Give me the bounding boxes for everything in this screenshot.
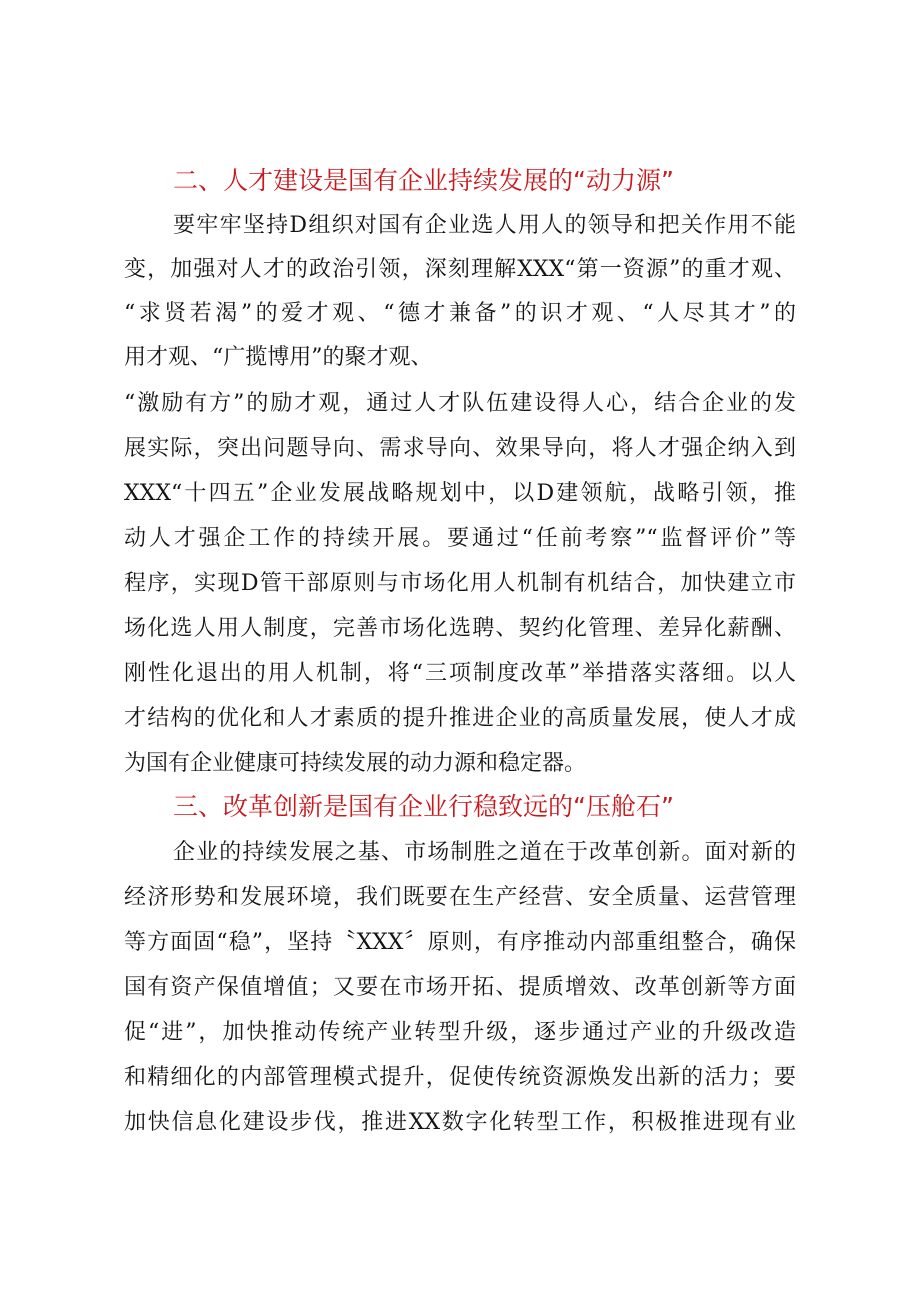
- section-heading: 二、人才建设是国有企业持续发展的“动力源”: [173, 166, 674, 195]
- paragraph-line: 企业的持续发展之基、市场制胜之道在于改革创新。面对新的: [173, 840, 796, 865]
- paragraph-line: 加快信息化建设步伐，推进XX数字化转型工作，积极推进现有业: [124, 1110, 796, 1135]
- section-heading: 三、改革创新是国有企业行稳致远的“压舱石”: [173, 792, 674, 821]
- paragraph-line: 场化选人用人制度，完善市场化选聘、契约化管理、差异化薪酬、: [124, 616, 796, 641]
- paragraph-line: 促“进”，加快推动传统产业转型升级，逐步通过产业的升级改造: [124, 1020, 796, 1045]
- paragraph-line: 才结构的优化和人才素质的提升推进企业的高质量发展，使人才成: [124, 706, 796, 731]
- paragraph-line: 刚性化退出的用人机制，将“三项制度改革”举措落实落细。以人: [124, 661, 796, 686]
- paragraph-line: “激励有方”的励才观，通过人才队伍建设得人心，结合企业的发: [124, 391, 796, 416]
- paragraph-line: 展实际，突出问题导向、需求导向、效果导向，将人才强企纳入到: [124, 436, 796, 461]
- paragraph-line: 变，加强对人才的政治引领，深刻理解XXX“第一资源”的重才观、: [124, 257, 796, 282]
- paragraph-line: 动人才强企工作的持续开展。要通过“任前考察”“监督评价”等: [124, 526, 796, 551]
- paragraph-line: 为国有企业健康可持续发展的动力源和稳定器。: [124, 751, 587, 776]
- paragraph-line: 要牢牢坚持D组织对国有企业选人用人的领导和把关作用不能: [173, 213, 797, 238]
- paragraph-line: 用才观、“广揽博用”的聚才观、: [124, 345, 433, 370]
- paragraph-line: 程序，实现D管干部原则与市场化用人机制有机结合，加快建立市: [124, 571, 796, 596]
- paragraph-line: 经济形势和发展环境，我们既要在生产经营、安全质量、运营管理: [124, 885, 796, 910]
- paragraph-line: XXX“十四五”企业发展战略规划中，以D建领航，战略引领，推: [124, 481, 796, 506]
- paragraph-line: 和精细化的内部管理模式提升，促使传统资源焕发出新的活力；要: [124, 1065, 796, 1090]
- paragraph-line: 等方面固“稳”，坚持〝XXX〞原则，有序推动内部重组整合，确保: [124, 930, 796, 955]
- paragraph-line: 国有资产保值增值；又要在市场开拓、提质增效、改革创新等方面: [124, 975, 796, 1000]
- paragraph-line: “求贤若渴”的爱才观、“德才兼备”的识才观、“人尽其才”的: [124, 301, 796, 326]
